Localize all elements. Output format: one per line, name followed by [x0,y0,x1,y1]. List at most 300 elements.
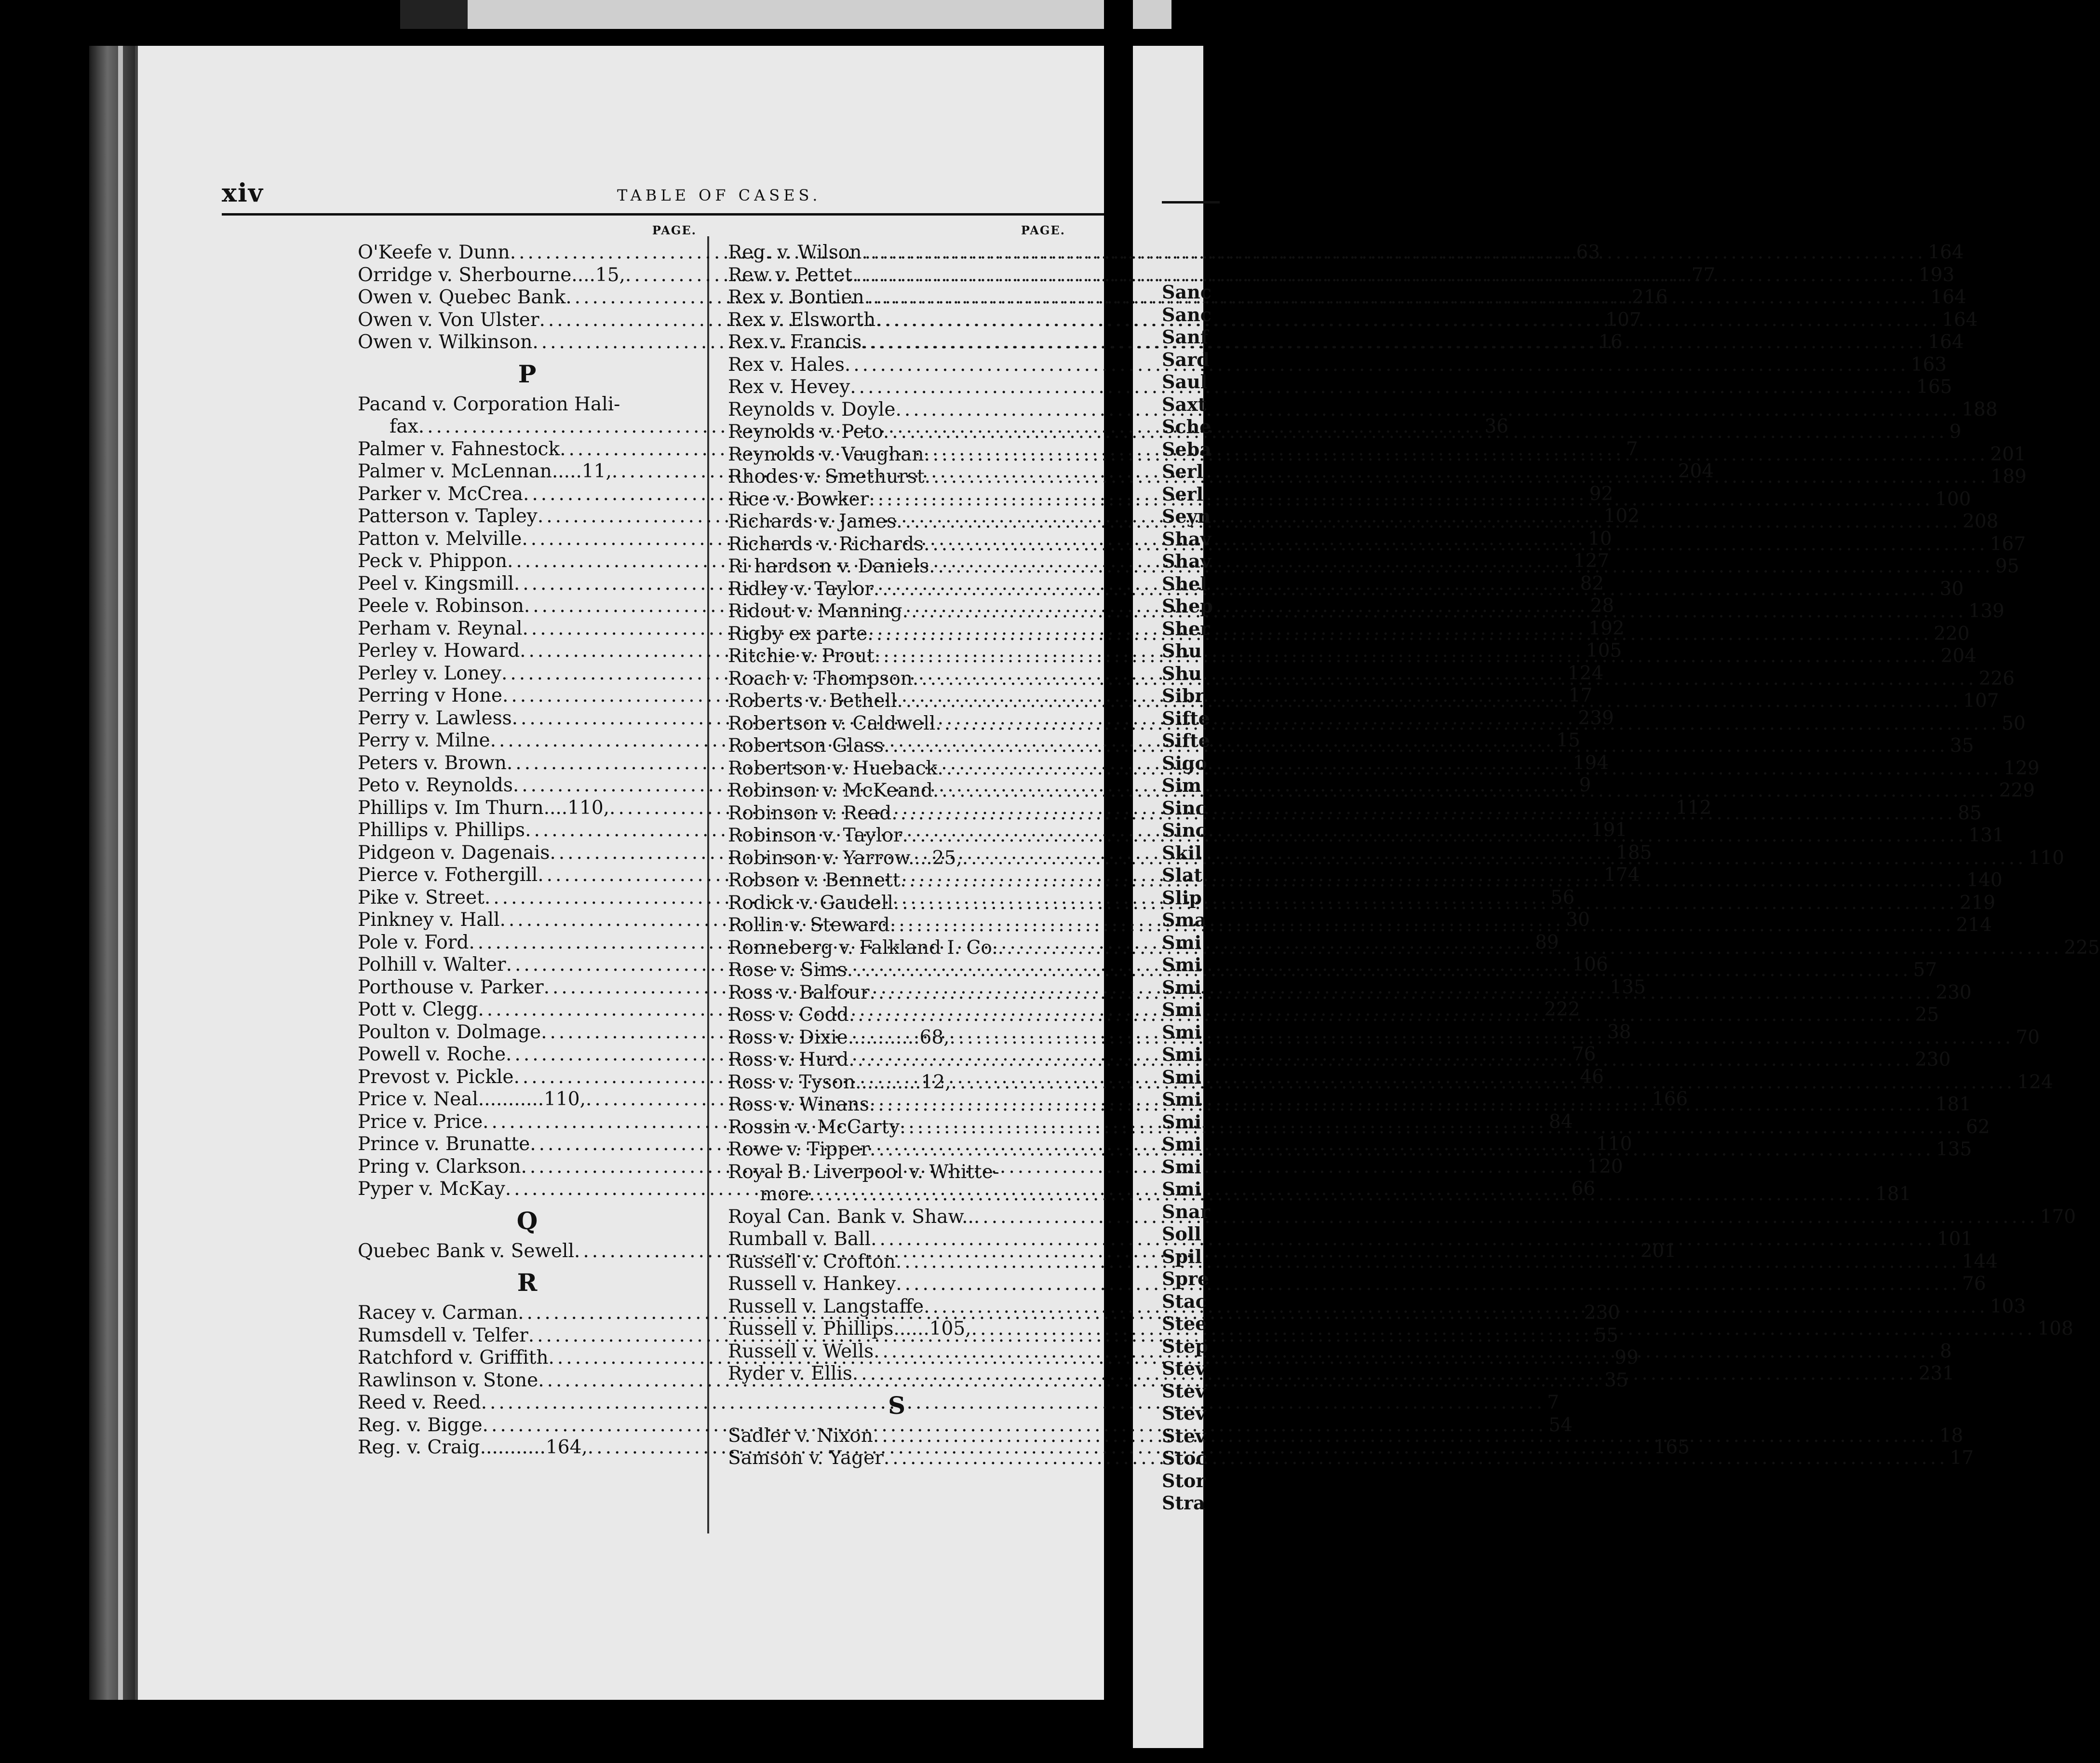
case-page-number: 7 [1626,438,1638,460]
case-page-number: 9 [1949,421,1962,443]
facing-page-fragment: Sche [1162,416,1212,437]
dot-leader [874,1341,1938,1363]
dot-leader [924,1296,1988,1318]
case-name: Rex v. Hales [728,353,845,376]
case-page-number: 76 [1572,1044,1596,1065]
case-name: Sadler v. Nixon [728,1424,873,1447]
dot-leader [871,1228,1935,1251]
case-name: Rose v. Sims [728,959,847,981]
dot-leader [849,1004,1913,1027]
case-name: Owen v. Wilkinson [358,331,533,353]
case-page-number: 214 [1956,914,1992,936]
case-page-number: 229 [1999,780,2035,801]
case-name: Russell v. Wells [728,1340,874,1362]
case-page-number: 35 [1950,735,1974,757]
case-name: Pacand v. Corporation Hali- [358,393,620,415]
case-name: Reynolds v. Peto [728,421,883,443]
case-name: Royal B. Liverpool v. Whitte- [728,1161,999,1183]
facing-page-fragment: Smi [1162,954,1202,976]
case-page-number: 10 [1588,528,1612,550]
facing-page-fragment: Stev [1162,1402,1206,1424]
case-name: Russell v. Hankey [728,1273,896,1295]
facing-page-fragment: Sanc [1162,303,1212,325]
case-name: Perry v. Milne [358,730,490,751]
dot-leader [874,578,1938,601]
page-header [0,178,1203,207]
facing-page-fragment: Stra [1162,1492,1205,1514]
facing-page-fragment: Sher [1162,617,1210,639]
facing-page-fragment: Smi [1162,1178,1202,1200]
facing-page-fragment: Sifte [1162,730,1210,751]
case-page-number: 166 [1652,1088,1688,1110]
case-name: Ritchie v. Prout [728,645,875,667]
case-name: Phillips v. Phillips [358,819,525,841]
case-name: Prevost v. Pickle [358,1066,514,1088]
case-name: Perley v. Howard [358,640,520,662]
case-name: Pole v. Ford [358,931,469,953]
facing-page-fragment: Slat [1162,864,1203,886]
case-name: Roberts v. Bethell [728,690,897,712]
case-name: Rex v. Hevey [728,376,850,398]
case-name: Ryder v. Ellis [728,1363,852,1384]
case-name: Palmer v. Fahnestock [358,438,560,460]
dot-leader [902,600,1967,623]
case-page-number: 140 [1966,869,2003,891]
case-name: Owen v. Quebec Bank [358,286,566,308]
dot-leader [971,1318,2036,1341]
facing-page-fragment: Sma [1162,909,1207,931]
case-page-number: 9 [1579,774,1591,796]
dot-leader [933,780,1997,802]
facing-page-fragment: Sibr [1162,685,1205,706]
case-page-number: 38 [1607,1021,1631,1043]
case-entry [728,1161,1065,1184]
case-name: Rollin v. Steward [728,914,890,936]
case-name: Patton v. Melville [358,528,522,550]
case-name: Pinkney v. Hall [358,909,500,931]
case-page-number: 108 [2037,1318,2073,1340]
case-name: Ross v. Hurd [728,1049,849,1071]
case-page-number: 112 [1675,797,1712,819]
case-name: Porthouse v. Parker [358,976,544,998]
dot-leader [891,802,1956,825]
case-page-number: 63 [1576,242,1600,263]
case-page-number: 225 [2064,936,2100,959]
dot-leader [974,1206,2038,1229]
case-name: Rhodes v. Smethurst [728,466,925,488]
case-name: Peck v. Phippon [358,550,508,572]
case-page-number: 30 [1566,909,1590,931]
case-name: Quebec Bank v. Sewell [358,1240,574,1262]
case-page-number: 167 [1990,533,2026,555]
facing-page-fragment: Stor [1162,1469,1206,1492]
case-name: Perry v. Lawless [358,707,512,729]
case-page-number: 165 [1916,376,1952,398]
facing-page-fragment: Seba [1162,438,1212,460]
facing-page-fragment: Shu [1162,640,1202,662]
dot-leader [883,421,1948,444]
header-rule [222,213,1104,216]
case-name: Royal Can. Bank v. Shaw.. [728,1206,974,1228]
case-page-number: 220 [1933,623,1970,645]
case-name: Reg. v. Wilson [728,242,862,263]
case-name: Russell v. Langstaffe [728,1295,924,1317]
facing-page-fragment: Saul [1162,371,1208,393]
case-name: Robertson Glass [728,735,884,757]
case-page-number: 46 [1580,1066,1604,1088]
case-name: Rowe v. Tipper [728,1139,870,1160]
case-page-number: 57 [1913,959,1938,981]
dot-leader [852,264,1917,287]
case-name: Price v. Price [358,1111,483,1133]
case-page-number: 165 [1654,1437,1690,1458]
case-page-number: 15 [1556,730,1580,751]
case-name: Reynolds v. Vaughan [728,443,924,465]
case-page-number: 170 [2040,1206,2076,1228]
facing-page-fragment: Stev [1162,1357,1206,1379]
facing-page-fragment: Smi [1162,931,1202,953]
dot-leader [897,690,1961,713]
case-page-number: 239 [1578,707,1614,729]
case-page-number: 18 [1939,1424,1964,1447]
dot-leader [929,556,1993,578]
dot-leader [900,869,1965,892]
case-name: Russell v. Phillips......105, [728,1318,971,1340]
case-name: Palmer v. McLennan.....11, [358,461,612,482]
case-page-number: 101 [1937,1228,1973,1250]
case-name: Rumsdell v. Telfer [358,1324,528,1346]
facing-page-fragment: Smi [1162,1133,1202,1155]
section-letter: S [888,1391,906,1420]
case-page-number: 191 [1591,819,1628,841]
dot-leader [862,331,1926,354]
case-name: Pott v. Clegg [358,999,478,1020]
case-name: Reed v. Reed [358,1392,481,1413]
facing-page-fragment: Smi [1162,1066,1202,1088]
case-page-number: 127 [1573,550,1610,572]
case-name: Rex v. Elsworth [728,309,876,331]
top-scan-strip [400,0,1171,29]
facing-page-fragment: Stev [1162,1380,1206,1402]
facing-page-fragment: Shel [1162,572,1207,595]
facing-page-fragment: Sanc [1162,281,1212,303]
dot-leader [870,982,1934,1004]
facing-page-fragment: Shav [1162,550,1211,572]
facing-page-fragment: Stev [1162,1424,1206,1447]
case-name: Russell v. Crofton [728,1250,896,1273]
case-name: Peel v. Kingsmill [358,572,514,595]
facing-page-fragment: Sim [1162,774,1202,796]
case-name: Phillips v. Im Thurn....110, [358,797,610,819]
dot-leader [924,444,1989,466]
dot-leader [875,309,1940,332]
case-page-number: 189 [1991,466,2027,488]
case-page-number: 204 [1678,461,1714,482]
dot-leader [902,825,1966,847]
case-name: Roach v. Thompson [728,667,913,690]
facing-page-fragment: Sanf [1162,326,1209,348]
case-name: Owen v. Von Ulster [358,309,539,331]
case-page-number: 219 [1959,892,1995,914]
case-page-number: 135 [1936,1139,1972,1160]
case-entry [358,393,697,416]
case-page-number: 201 [1640,1240,1677,1262]
case-page-number: 230 [1584,1302,1620,1324]
case-page-number: 7 [1547,1392,1560,1413]
case-name: Robson v. Bennett [728,869,901,891]
case-name: Ross v. Codd [728,1004,849,1026]
case-page-number: 110 [2028,847,2064,869]
dot-leader [950,1027,2014,1049]
case-name: O'Keefe v. Dunn [358,242,510,263]
case-page-number: 17 [1568,685,1593,706]
dot-leader [900,1116,1964,1139]
dot-leader [870,1139,1934,1161]
case-page-number: 16 [1598,331,1623,353]
case-page-number: 85 [1957,802,1982,824]
case-name: Ri hardson v. Daniels [728,556,929,577]
case-name: Ridout v. Manning [728,600,902,622]
facing-page-fragment: Snar [1162,1200,1210,1222]
dot-leader [998,937,2062,960]
case-name: Patterson v. Tapley [358,505,538,527]
section-letter: P [518,359,537,388]
case-page-number: 8 [1939,1340,1952,1362]
case-page-number: 163 [1911,353,1947,376]
case-page-number: 100 [1935,488,1971,510]
case-name: Robinson v. McKeand [728,780,933,801]
case-name: Pidgeon v. Dagenais [358,841,550,864]
case-page-number: 164 [1930,286,1966,308]
case-page-number: 84 [1548,1111,1573,1133]
case-page-number: 226 [1979,667,2015,690]
case-page-number: 174 [1603,864,1640,886]
case-name: Perley v. Loney [358,662,502,684]
case-page-number: 222 [1544,999,1580,1020]
case-page-number: 204 [1940,645,1977,667]
case-name: Rex v. Francis [728,331,862,353]
case-page-number: 208 [1962,511,1999,532]
case-name: Pike v. Street [358,886,485,909]
dot-leader [869,1094,1934,1116]
case-page-number: 95 [1995,556,2019,577]
case-name: Ronneberg v. Falkland I. Co. [728,936,998,959]
facing-page-fragment: Sinc [1162,797,1207,819]
dot-leader [896,1251,1960,1274]
case-page-number: 131 [1968,825,2005,846]
case-name: Parker v. McCrea [358,483,523,505]
case-name: Samson v. Yager [728,1447,884,1469]
facing-page-fragment: Stac [1162,1290,1207,1312]
case-name: Robinson v. Yarrow....25, [728,847,962,869]
dot-leader [896,1273,1960,1296]
case-name: Pyper v. McKay [358,1178,505,1200]
case-name: Rodick v. Gaudell [728,892,893,914]
dot-leader [864,286,1929,309]
case-name: Robinson v. Taylor [728,825,902,846]
dot-leader [884,735,1948,758]
facing-page-fragment: Spre [1162,1268,1210,1289]
case-name: more [760,1183,809,1205]
case-page-number: 30 [1939,578,1964,600]
case-name: Richards v. James [728,511,897,532]
case-page-number: 28 [1590,595,1615,617]
case-page-number: 107 [1605,309,1642,331]
dot-leader [896,511,1961,533]
case-page-number: 77 [1691,264,1716,286]
facing-page-fragment: Stee [1162,1313,1207,1334]
dot-leader [962,847,2027,870]
facing-page-fragment: Slip [1162,886,1202,909]
case-name: Pring v. Clarkson [358,1155,521,1178]
case-name: Peters v. Brown [358,752,507,774]
facing-page-fragment: Saxt [1162,393,1207,415]
case-page-number: 56 [1550,886,1575,909]
case-name: Reg. v. Bigge [358,1414,483,1436]
case-page-number: 99 [1615,1347,1639,1369]
case-page-number: 230 [1914,1049,1951,1071]
case-page-number: 103 [1990,1295,2026,1317]
case-page-number: 181 [1875,1183,1912,1205]
case-page-number: 105 [1586,640,1622,662]
case-name: Orridge v. Sherbourne....15, [358,264,625,286]
case-name: Robertson v. Hueback [728,757,938,779]
facing-page-fragment: Serl [1162,461,1204,482]
case-page-number: 193 [1918,264,1955,286]
case-page-number: 89 [1535,931,1559,953]
case-name: Ratchford v. Griffith [358,1347,549,1369]
facing-page-fragment: Sigo [1162,752,1207,774]
dot-leader [924,533,1988,556]
case-name: Ridley v. Taylor [728,578,874,600]
case-page-number: 181 [1935,1094,1971,1115]
dot-leader [893,892,1958,915]
facing-page-fragment: Smi [1162,1111,1202,1133]
facing-page-fragment: Serl [1162,483,1204,505]
section-letter: Q [516,1206,538,1235]
section-letter: R [517,1268,538,1297]
case-page-number: 50 [2002,712,2026,734]
dot-leader [850,376,1914,399]
facing-page-fragment: Shav [1162,528,1211,550]
case-name: Rigby ex parte [728,623,868,645]
dot-leader [848,1049,1913,1071]
case-page-number: 164 [1941,309,1978,331]
facing-page-fragment: Shep [1162,595,1213,617]
case-page-number: 216 [1631,286,1668,308]
case-page-number: 35 [1604,1369,1629,1391]
case-page-number: 164 [1928,242,1964,263]
case-page-number: 124 [1567,662,1604,684]
case-page-number: 62 [1965,1116,1990,1138]
facing-page-fragment: Sifte [1162,707,1210,729]
dot-leader [890,914,1954,937]
case-page-number: 110 [1596,1133,1632,1155]
case-name: Reg. v. Craig...........164, [358,1437,588,1458]
dot-leader [884,1447,1948,1470]
dot-leader [925,466,1989,488]
case-name: Rawlinson v. Stone [358,1369,538,1391]
dot-leader [935,713,2000,735]
case-page-number: 201 [1990,443,2026,465]
dot-leader [875,645,1939,668]
case-page-number: 106 [1572,954,1608,976]
page-column-label: PAGE. [1021,223,1065,237]
case-page-number: 164 [1928,331,1964,353]
case-page-number: 124 [2017,1071,2053,1093]
case-page-number: 55 [1594,1324,1619,1346]
case-name: Ross v. Winans [728,1094,869,1115]
facing-page-fragment: Step [1162,1335,1208,1357]
case-name: Pierce v. Fothergill [358,864,538,886]
case-name: Price v. Neal...........110, [358,1088,586,1110]
dot-leader [873,1425,1938,1448]
case-name: Robertson v. Caldwell [728,712,936,734]
case-page-number: 192 [1588,617,1625,639]
case-page-number: 144 [1962,1250,1998,1273]
facing-page-fragment: Smi [1162,1044,1202,1065]
case-name: Ross v. Balfour [728,981,870,1004]
case-page-number: 120 [1587,1155,1623,1178]
case-name: Ross v. Tyson...........12, [728,1071,951,1093]
spine-page-edge [118,46,123,1700]
folio: xiv [222,178,264,208]
facing-page-fragment: Smi [1162,999,1202,1020]
case-page-number: 70 [2016,1026,2040,1048]
case-page-number: 185 [1615,841,1652,864]
dot-leader [937,758,2002,780]
case-page-number: 230 [1936,981,1972,1004]
dot-leader [862,242,1926,264]
case-name: Rex v. Bontien [728,286,864,308]
dot-leader [845,354,1909,377]
case-name: Perring v Hone [358,685,502,706]
case-name: Polhill v. Walter [358,954,506,976]
case-name: Rew v. Pettet [728,264,853,286]
case-page-number: 92 [1589,483,1614,505]
page-column-label: PAGE. [652,223,697,237]
dot-leader [951,1071,2016,1094]
case-page-number: 107 [1963,690,1999,712]
facing-page-fragment: Seyn [1162,505,1211,527]
case-name: Peele v. Robinson [358,595,524,617]
dot-leader [867,623,1932,646]
case-name: Richards v. Richards [728,533,924,555]
case-name: Prince v. Brunatte [358,1133,530,1155]
case-name: Perham v. Reynal [358,617,523,639]
case-name: Ross v. Dixie............68, [728,1026,950,1048]
case-name: Peto v. Reynolds [358,774,513,796]
case-page-number: 139 [1968,600,2005,622]
case-name: Rumball v. Ball [728,1228,871,1250]
dot-leader [809,1183,1873,1206]
running-title: TABLE OF CASES. [617,186,821,204]
case-page-number: 135 [1610,976,1646,998]
case-page-number: 194 [1573,752,1609,774]
case-name: Reynolds v. Doyle [728,398,896,420]
facing-page-fragment: Shu [1162,662,1202,684]
case-page-number: 231 [1918,1363,1954,1384]
case-page-number: 82 [1580,572,1604,595]
case-name: Robinson v. Read [728,802,892,824]
facing-page-fragment: Sinc [1162,819,1207,841]
facing-page-fragment: Soll [1162,1223,1201,1245]
dot-leader [852,1363,1917,1385]
case-name: fax [390,416,418,437]
case-page-number: 129 [2003,757,2040,779]
facing-page-fragment: Spil [1162,1245,1202,1267]
dot-leader [869,488,1933,511]
